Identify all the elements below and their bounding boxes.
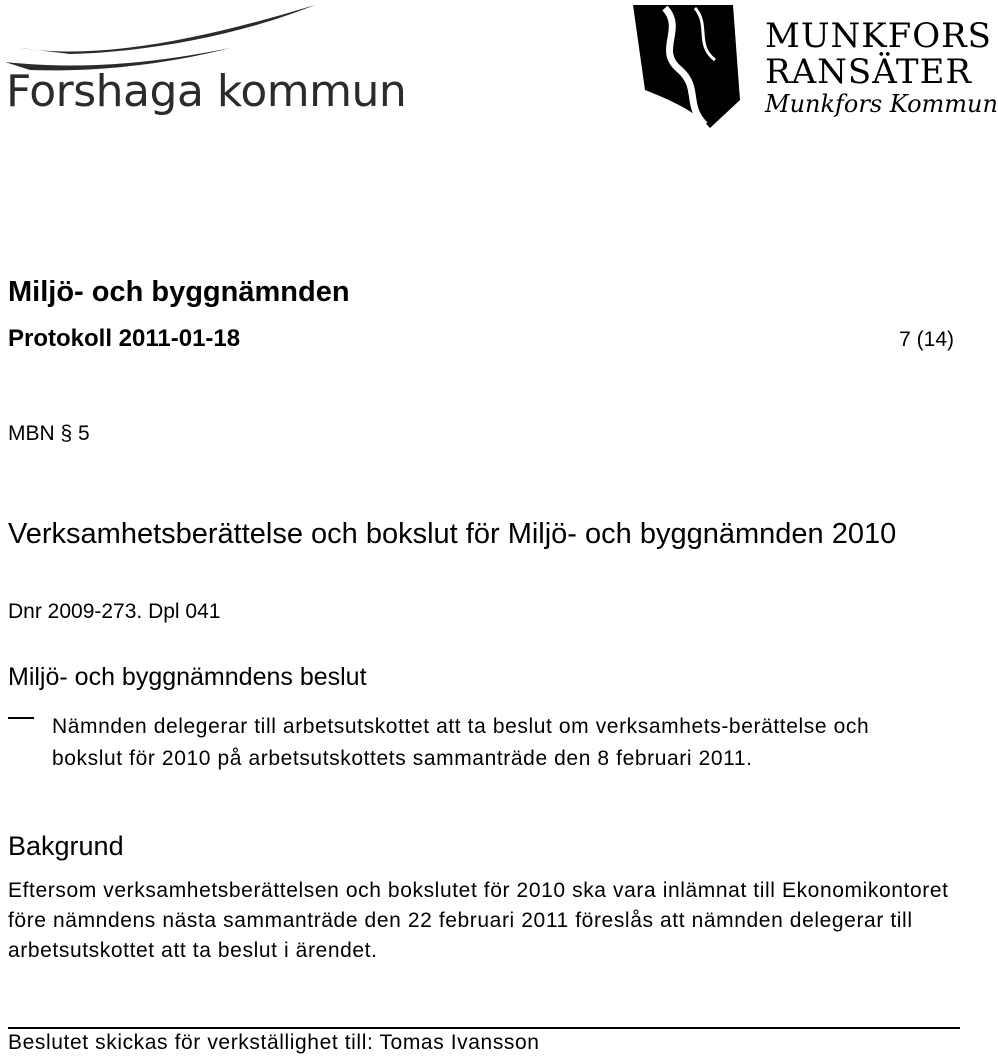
- ransater-wordmark: RANSÄTER: [765, 52, 972, 92]
- registration-number: Dnr 2009-273. Dpl 041: [8, 600, 221, 623]
- document-title: Verksamhetsberättelse och bokslut för Miljö- och byggnämnden 2010: [8, 518, 897, 550]
- forshaga-kommun-logo: [0, 0, 407, 120]
- committee-title: Miljö- och byggnämnden: [8, 276, 350, 308]
- decision-text: Nämnden delegerar till arbetsutskottet att ta beslut om verksamhets-berättelse och bokslut för 2010 på arbetsutskottets sammanträde den 8 februari 2011.: [52, 715, 870, 770]
- munkfors-ransater-logo: [625, 0, 998, 135]
- footer-divider: [8, 1027, 960, 1029]
- page-number: 7 (14): [899, 328, 954, 351]
- river-emblem-icon: [625, 0, 750, 130]
- protocol-date: Protokoll 2011-01-18: [8, 325, 241, 352]
- decision-bullet-dash: [8, 717, 34, 719]
- paragraph-reference: MBN § 5: [8, 422, 90, 445]
- decision-heading: Miljö- och byggnämndens beslut: [8, 663, 367, 691]
- munkfors-wordmark: MUNKFORS: [765, 16, 992, 56]
- swoosh-icon: [0, 0, 345, 70]
- distribution-note: Beslutet skickas för verkställighet till: Tomas Ivansson: [8, 1031, 540, 1054]
- background-heading: Bakgrund: [8, 831, 124, 861]
- background-text: Eftersom verksamhetsberättelsen och bokslutet för 2010 ska vara inlämnat till Ekonomikontoret före nämndens nästa sammanträde den 22 februari 2011 föreslås att nämnden delegerar till arbetsutskottet att ta beslut i ärendet.: [8, 879, 949, 962]
- munkfors-kommun-wordmark: Munkfors Kommun: [765, 90, 998, 118]
- forshaga-kommun-wordmark: Forshaga kommun: [6, 66, 407, 117]
